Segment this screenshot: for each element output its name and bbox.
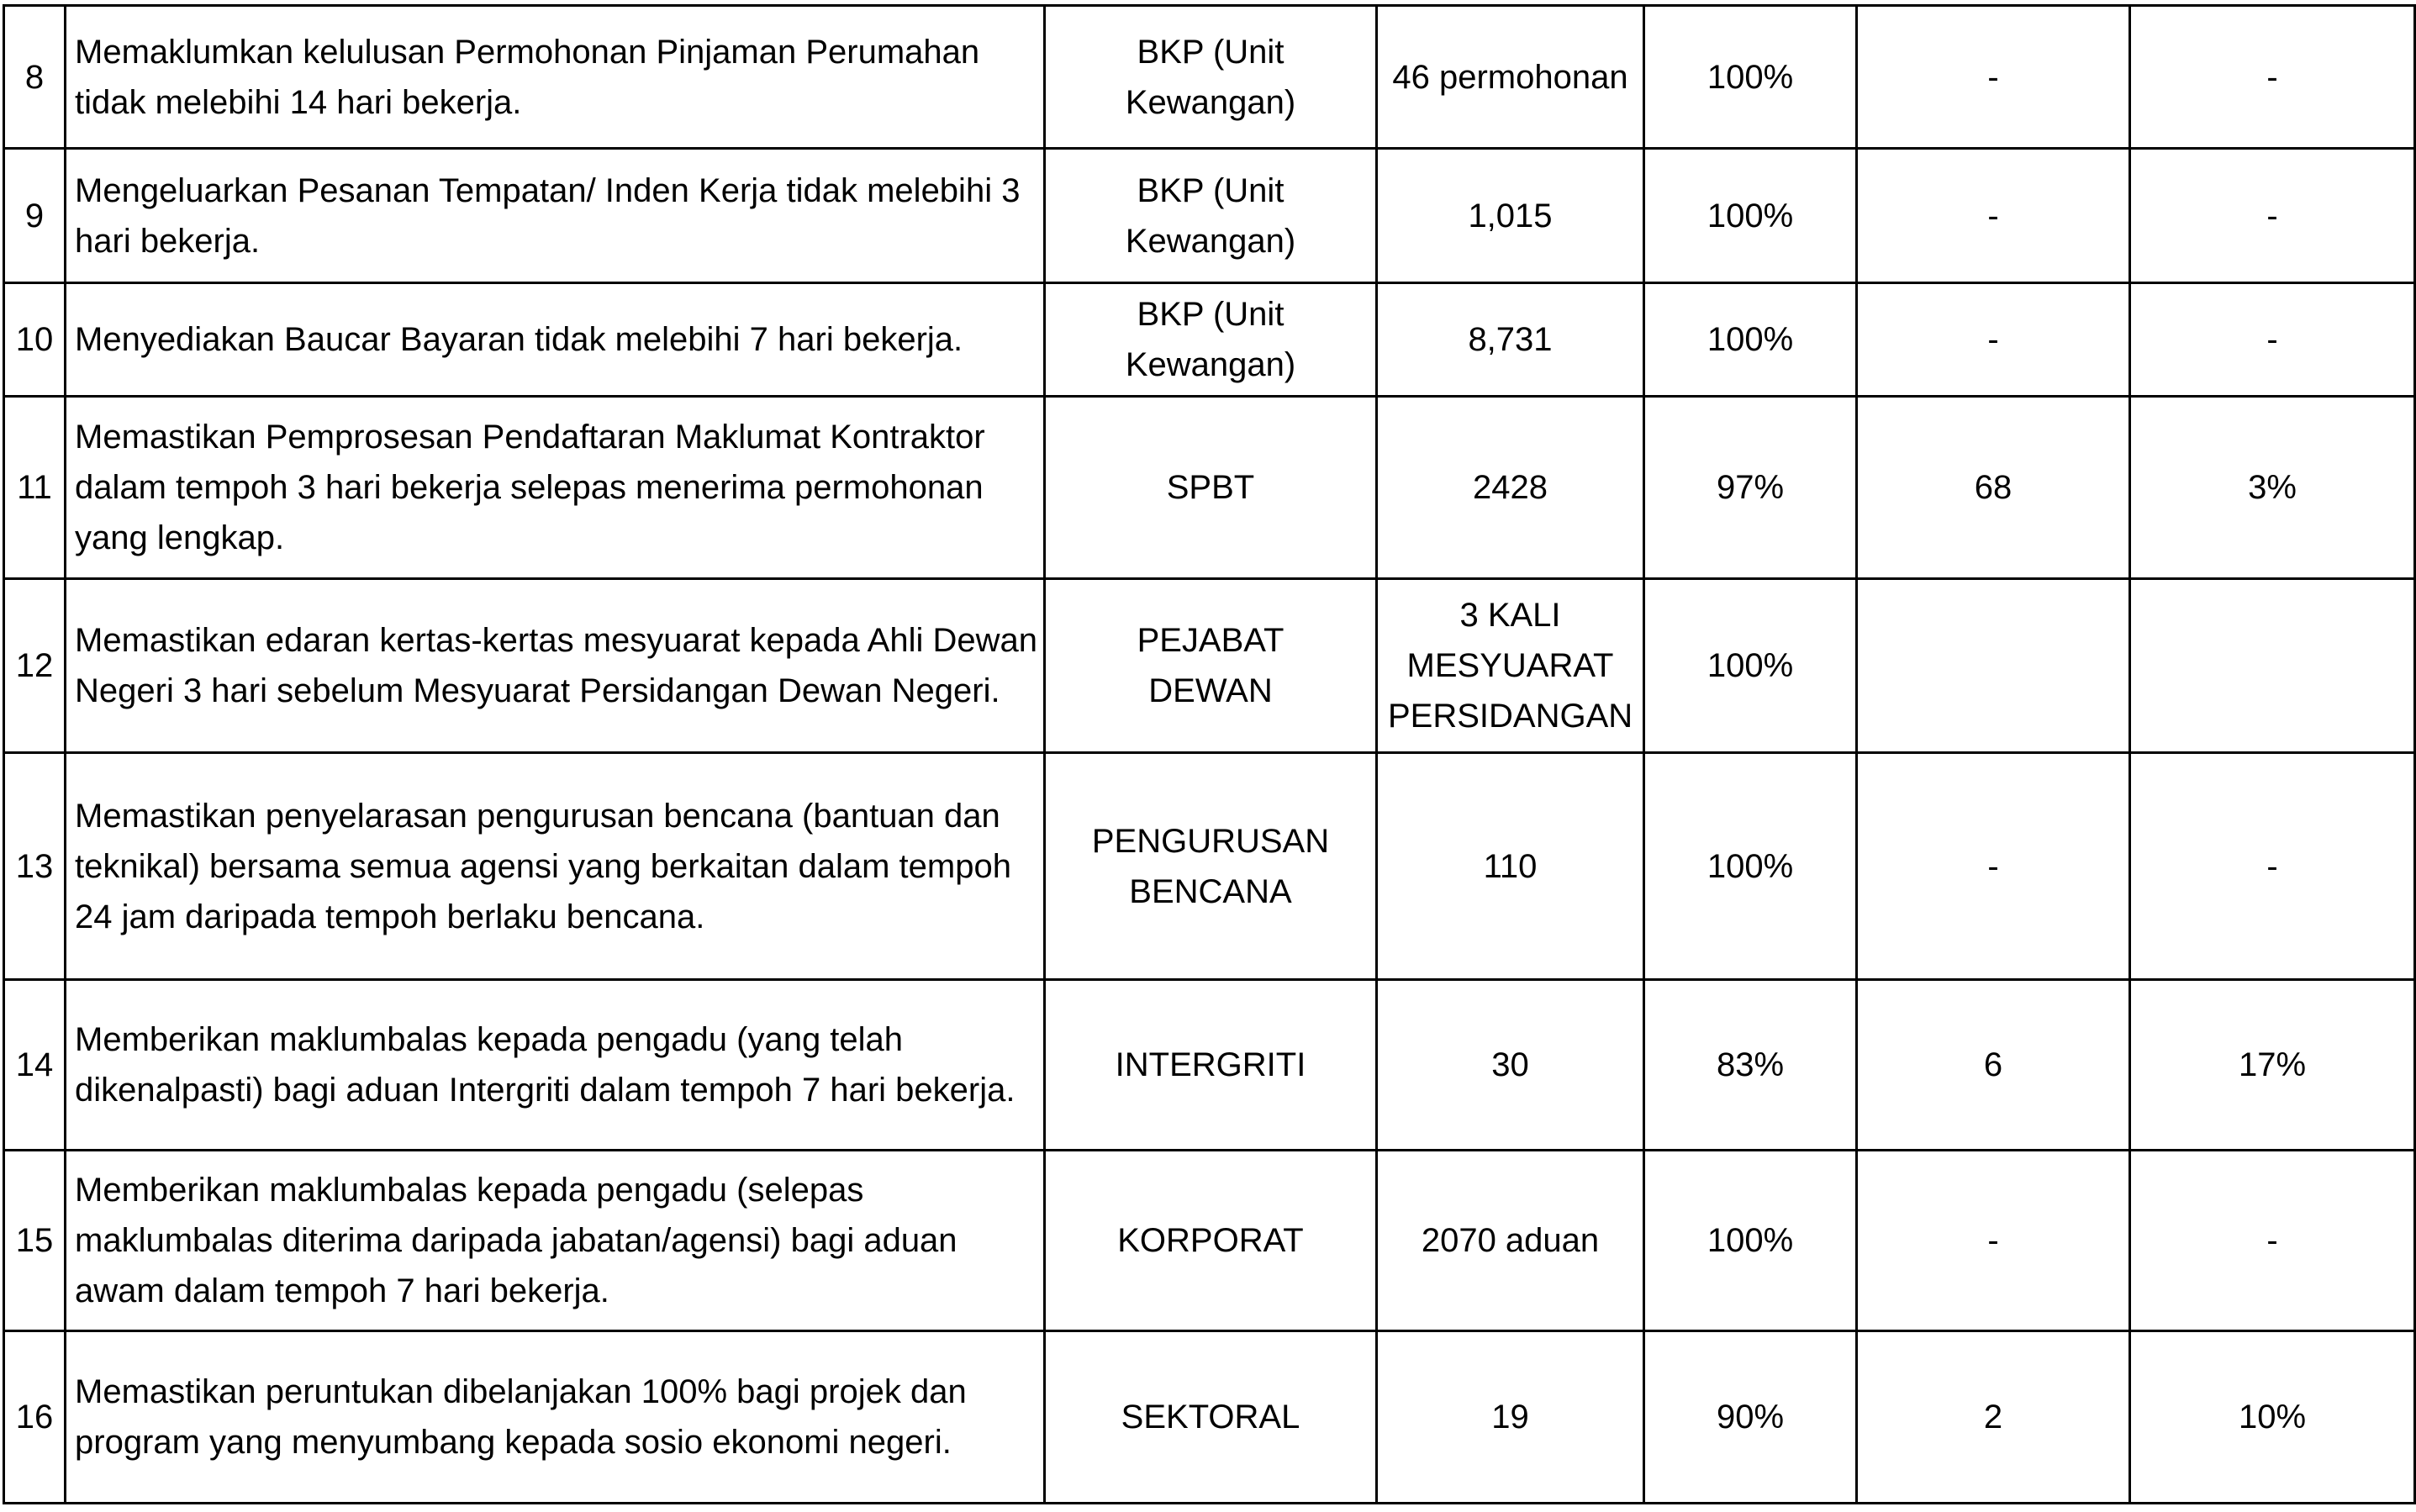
row-description: Memastikan edaran kertas-kertas mesyuarat kepada Ahli Dewan Negeri 3 hari sebelum Mesyuarat Persidangan Dewan Negeri.: [66, 579, 1045, 753]
row-percentage: 100%: [1644, 6, 1857, 149]
row-description: Memaklumkan kelulusan Permohonan Pinjaman Perumahan tidak melebihi 14 hari bekerja.: [66, 6, 1045, 149]
row-number: 15: [4, 1151, 66, 1331]
table-row: [4, 283, 2415, 397]
row-count: 2070 aduan: [1377, 1151, 1644, 1331]
row-fail-percentage: 17%: [2130, 980, 2415, 1151]
table-row: [4, 579, 2415, 753]
row-number: 16: [4, 1331, 66, 1504]
row-fail-percentage: -: [2130, 149, 2415, 283]
table-row: [4, 6, 2415, 149]
table-row: [4, 149, 2415, 283]
row-number: 10: [4, 283, 66, 397]
row-count: 19: [1377, 1331, 1644, 1504]
row-unit: SEKTORAL: [1045, 1331, 1377, 1504]
row-count: 3 KALI MESYUARAT PERSIDANGAN: [1377, 579, 1644, 753]
row-fail-percentage: -: [2130, 1151, 2415, 1331]
table-row: [4, 397, 2415, 579]
row-unit: INTERGRITI: [1045, 980, 1377, 1151]
row-percentage: 100%: [1644, 579, 1857, 753]
row-count: 110: [1377, 753, 1644, 980]
row-description: Memastikan peruntukan dibelanjakan 100% bagi projek dan program yang menyumbang kepada sosio ekonomi negeri.: [66, 1331, 1045, 1504]
row-fail-count: 2: [1857, 1331, 2130, 1504]
row-fail-percentage: 3%: [2130, 397, 2415, 579]
row-fail-count: -: [1857, 753, 2130, 980]
row-number: 13: [4, 753, 66, 980]
row-fail-percentage: [2130, 579, 2415, 753]
row-fail-count: 6: [1857, 980, 2130, 1151]
row-description: Memberikan maklumbalas kepada pengadu (yang telah dikenalpasti) bagi aduan Intergriti dalam tempoh 7 hari bekerja.: [66, 980, 1045, 1151]
row-percentage: 97%: [1644, 397, 1857, 579]
row-fail-percentage: 10%: [2130, 1331, 2415, 1504]
table-row: [4, 1331, 2415, 1504]
table-row: [4, 753, 2415, 980]
row-fail-percentage: -: [2130, 753, 2415, 980]
row-unit: PENGURUSAN BENCANA: [1045, 753, 1377, 980]
row-unit: BKP (Unit Kewangan): [1045, 283, 1377, 397]
row-count: 2428: [1377, 397, 1644, 579]
row-fail-count: [1857, 579, 2130, 753]
row-fail-count: -: [1857, 1151, 2130, 1331]
row-description: Memastikan penyelarasan pengurusan bencana (bantuan dan teknikal) bersama semua agensi yang berkaitan dalam tempoh 24 jam daripada tempoh berlaku bencana.: [66, 753, 1045, 980]
row-fail-count: -: [1857, 6, 2130, 149]
row-fail-count: -: [1857, 283, 2130, 397]
row-percentage: 100%: [1644, 283, 1857, 397]
row-number: 12: [4, 579, 66, 753]
table-row: [4, 980, 2415, 1151]
row-number: 9: [4, 149, 66, 283]
table-row: [4, 1151, 2415, 1331]
row-fail-count: -: [1857, 149, 2130, 283]
row-count: 8,731: [1377, 283, 1644, 397]
row-unit: KORPORAT: [1045, 1151, 1377, 1331]
row-count: 46 permohonan: [1377, 6, 1644, 149]
row-number: 8: [4, 6, 66, 149]
row-percentage: 100%: [1644, 753, 1857, 980]
row-percentage: 100%: [1644, 1151, 1857, 1331]
row-count: 30: [1377, 980, 1644, 1151]
row-fail-count: 68: [1857, 397, 2130, 579]
row-unit: SPBT: [1045, 397, 1377, 579]
row-count: 1,015: [1377, 149, 1644, 283]
row-percentage: 83%: [1644, 980, 1857, 1151]
row-description: Memberikan maklumbalas kepada pengadu (selepas maklumbalas diterima daripada jabatan/agensi) bagi aduan awam dalam tempoh 7 hari bekerja.: [66, 1151, 1045, 1331]
row-description: Menyediakan Baucar Bayaran tidak melebihi 7 hari bekerja.: [66, 283, 1045, 397]
row-unit: BKP (Unit Kewangan): [1045, 6, 1377, 149]
row-description: Memastikan Pemprosesan Pendaftaran Maklumat Kontraktor dalam tempoh 3 hari bekerja selepas menerima permohonan yang lengkap.: [66, 397, 1045, 579]
row-description: Mengeluarkan Pesanan Tempatan/ Inden Kerja tidak melebihi 3 hari bekerja.: [66, 149, 1045, 283]
row-number: 14: [4, 980, 66, 1151]
row-unit: PEJABAT DEWAN: [1045, 579, 1377, 753]
row-percentage: 90%: [1644, 1331, 1857, 1504]
report-table-container: [3, 4, 2413, 1504]
performance-table: [3, 4, 2416, 1504]
row-percentage: 100%: [1644, 149, 1857, 283]
row-fail-percentage: -: [2130, 283, 2415, 397]
row-fail-percentage: -: [2130, 6, 2415, 149]
row-number: 11: [4, 397, 66, 579]
row-unit: BKP (Unit Kewangan): [1045, 149, 1377, 283]
